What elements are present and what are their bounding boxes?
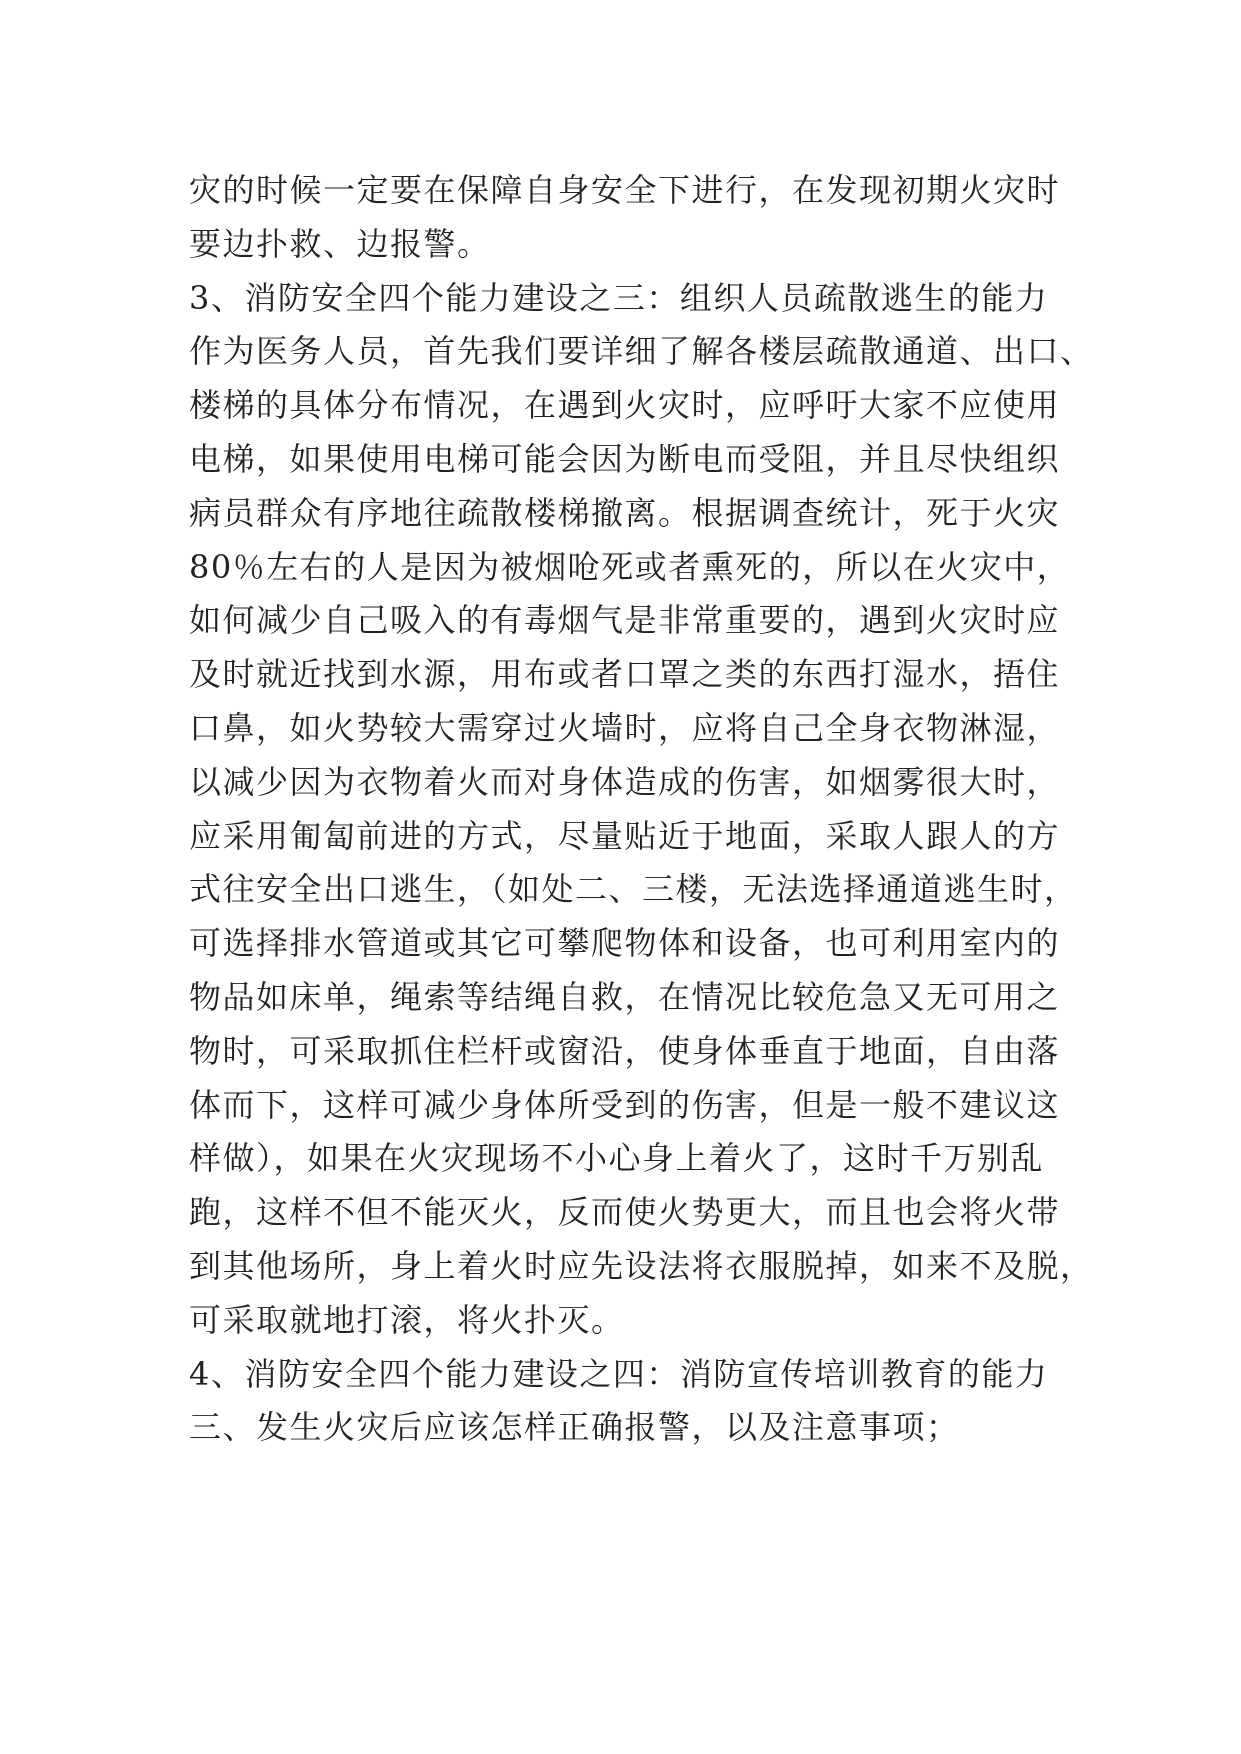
text-line: 可选择排水管道或其它可攀爬物体和设备，也可利用室内的 <box>189 924 1061 963</box>
text-line: 样做），如果在火灾现场不小心身上着火了，这时千万别乱 <box>189 1139 1045 1178</box>
text-line: 80％左右的人是因为被烟呛死或者熏死的，所以在火灾中， <box>189 547 1071 586</box>
text-line: 及时就近找到水源，用布或者口罩之类的东西打湿水，捂住 <box>189 655 1061 694</box>
text-line: 跑，这样不但不能灭火，反而使火势更大，而且也会将火带 <box>189 1193 1061 1232</box>
text-line: 式往安全出口逃生，（如处二、三楼，无法选择通道逃生时， <box>189 870 1078 909</box>
text-line: 作为医务人员，首先我们要详细了解各楼层疏散通道、出口、 <box>189 332 1094 371</box>
text-line: 灾的时候一定要在保障自身安全下进行，在发现初期火灾时 <box>189 171 1061 209</box>
text-line: 口鼻，如火势较大需穿过火墙时，应将自己全身衣物淋湿， <box>189 708 1061 747</box>
text-line: 要边扑救、边报警。 <box>189 224 491 263</box>
body-text <box>189 164 1094 1455</box>
text-line: 到其他场所，身上着火时应先设法将衣服脱掉，如来不及脱， <box>189 1246 1094 1285</box>
text-line: 病员群众有序地往疏散楼梯撤离。根据调查统计，死于火灾 <box>189 493 1061 532</box>
text-line: 物品如床单，绳索等结绳自救，在情况比较危急又无可用之 <box>189 977 1061 1016</box>
text-line: 如何减少自己吸入的有毒烟气是非常重要的，遇到火灾时应 <box>189 601 1061 640</box>
section-heading: 三、发生火灾后应该怎样正确报警，以及注意事项； <box>189 1408 960 1447</box>
text-line: 体而下，这样可减少身体所受到的伤害，但是一般不建议这 <box>189 1085 1061 1124</box>
text-line: 可采取就地打滚，将火扑灭。 <box>189 1300 625 1339</box>
text-line: 以减少因为衣物着火而对身体造成的伤害，如烟雾很大时， <box>189 762 1061 801</box>
section-heading: 3、消防安全四个能力建设之三：组织人员疏散逃生的能力 <box>189 278 1049 317</box>
text-line: 楼梯的具体分布情况，在遇到火灾时，应呼吁大家不应使用 <box>189 386 1061 425</box>
text-line: 电梯，如果使用电梯可能会因为断电而受阻，并且尽快组织 <box>189 439 1061 478</box>
section-heading: 4、消防安全四个能力建设之四：消防宣传培训教育的能力 <box>189 1354 1049 1393</box>
text-line: 应采用匍匐前进的方式，尽量贴近于地面，采取人跟人的方 <box>189 816 1061 855</box>
text-line: 物时，可采取抓住栏杆或窗沿，使身体垂直于地面，自由落 <box>189 1031 1061 1070</box>
